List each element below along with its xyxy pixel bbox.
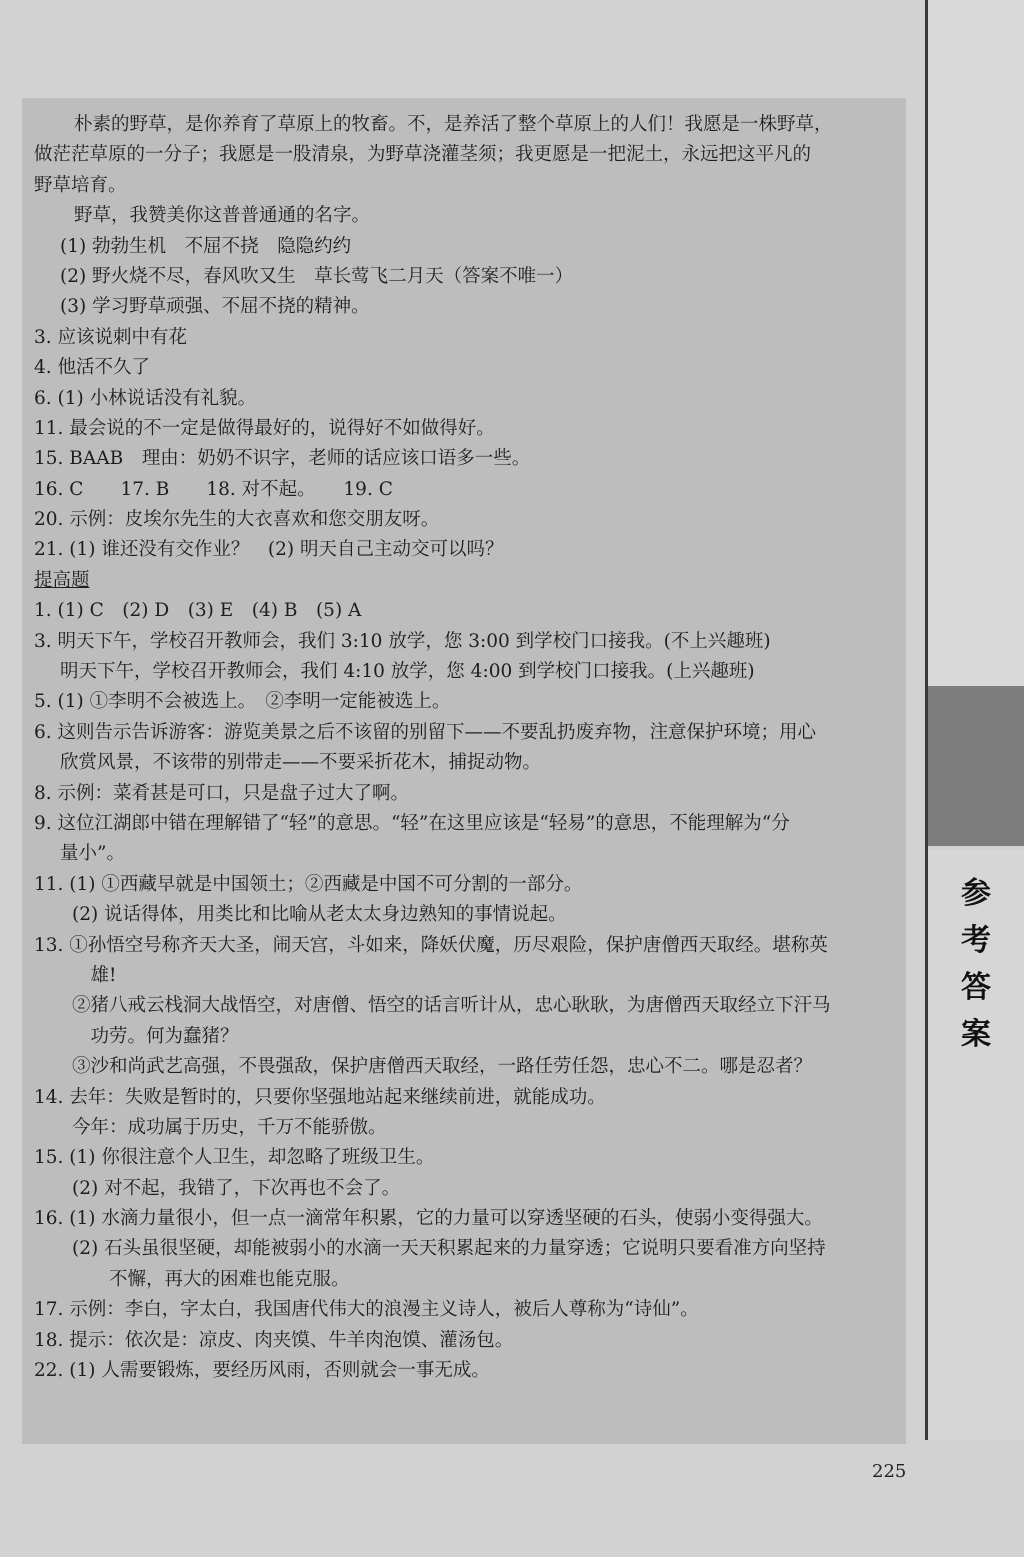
answer-line: 5. (1) ①李明不会被选上。 ②李明一定能被选上。 — [34, 691, 451, 713]
answer-line: 16. C 17. B 18. 对不起。 19. C — [34, 478, 393, 500]
answer-line: 今年：成功属于历史，千万不能骄傲。 — [72, 1116, 387, 1138]
answer-line: 朴素的野草，是你养育了草原上的牧畜。不，是养活了整个草原上的人们！我愿是一株野草， — [74, 114, 833, 135]
answer-text-body — [34, 110, 900, 1386]
answer-line: (2) 石头虽很坚硬，却能被弱小的水滴一天天积累起来的力量穿透；它说明只要看准方向坚持 — [72, 1238, 826, 1260]
side-tab-char: 答 — [961, 970, 991, 1005]
answer-line: (2) 说话得体，用类比和比喻从老太太身边熟知的事情说起。 — [72, 904, 567, 926]
answer-line: 3. 明天下午，学校召开教师会，我们 3:10 放学，您 3:00 到学校门口接我。(不上兴趣班) — [34, 630, 771, 652]
answer-line: (2) 对不起，我错了，下次再也不会了。 — [72, 1177, 401, 1199]
answer-line: 6. 这则告示告诉游客：游览美景之后不该留的别留下——不要乱扔废弃物，注意保护环境；用心 — [34, 721, 817, 743]
answer-line: 野草培育。 — [34, 174, 127, 196]
section-heading: 提高题 — [34, 569, 90, 591]
answer-line: 18. 提示：依次是：凉皮、肉夹馍、牛羊肉泡馍、灌汤包。 — [34, 1329, 514, 1351]
answer-line: 6. (1) 小林说话没有礼貌。 — [34, 387, 257, 409]
answer-line: 17. 示例：李白，字太白，我国唐代伟大的浪漫主义诗人，被后人尊称为“诗仙”。 — [34, 1299, 699, 1321]
page-number: 225 — [872, 1461, 907, 1482]
answer-line: 功劳。何为蠢猪？ — [72, 1025, 239, 1047]
answer-line: 15. BAAB 理由：奶奶不识字，老师的话应该口语多一些。 — [34, 448, 531, 470]
answer-line: 8. 示例：菜肴甚是可口，只是盘子过大了啊。 — [34, 782, 410, 804]
answer-line: ③沙和尚武艺高强，不畏强敌，保护唐僧西天取经，一路任劳任怨，忠心不二。哪是忍者？ — [72, 1056, 813, 1078]
side-tab-char: 案 — [961, 1017, 991, 1052]
side-tab-dark-block — [928, 686, 1024, 846]
answer-line: 11. 最会说的不一定是做得最好的，说得好不如做得好。 — [34, 417, 495, 439]
answer-line: 16. (1) 水滴力量很小，但一点一滴常年积累，它的力量可以穿透坚硬的石头，使弱小变得强大。 — [34, 1208, 823, 1230]
answer-line: 3. 应该说刺中有花 — [34, 326, 188, 348]
answer-line: (1) 勃勃生机 不屈不挠 隐隐约约 — [60, 235, 352, 257]
answer-line: 14. 去年：失败是暂时的，只要你坚强地站起来继续前进，就能成功。 — [34, 1086, 606, 1108]
side-tab-char: 考 — [961, 923, 991, 958]
answer-line: 13. ①孙悟空号称齐天大圣，闹天宫，斗如来，降妖伏魔，历尽艰险，保护唐僧西天取经。堪称英 — [34, 934, 828, 956]
answer-line: 明天下午，学校召开教师会，我们 4:10 放学，您 4:00 到学校门口接我。(上兴趣班) — [60, 661, 755, 683]
answer-line: 20. 示例：皮埃尔先生的大衣喜欢和您交朋友呀。 — [34, 509, 440, 531]
answer-line: ②猪八戒云栈洞大战悟空，对唐僧、悟空的话言听计从，忠心耿耿，为唐僧西天取经立下汗马 — [72, 995, 831, 1017]
answer-line: 做茫茫草原的一分子；我愿是一股清泉，为野草浇灌茎须；我更愿是一把泥土，永远把这平凡的 — [34, 144, 812, 166]
answer-line: (3) 学习野草顽强、不屈不挠的精神。 — [60, 296, 370, 318]
answer-line: 4. 他活不久了 — [34, 357, 151, 379]
answer-line: 15. (1) 你很注意个人卫生，却忽略了班级卫生。 — [34, 1147, 435, 1169]
answer-line: 不懈，再大的困难也能克服。 — [72, 1268, 350, 1290]
side-tab-label — [928, 850, 1024, 1440]
answer-line: 量小”。 — [60, 843, 125, 865]
side-tab-char: 参 — [961, 876, 991, 911]
side-tab-label-text — [928, 870, 1024, 1058]
answer-line: 9. 这位江湖郎中错在理解错了“轻”的意思。“轻”在这里应该是“轻易”的意思，不能理解为“分 — [34, 812, 790, 834]
answer-line: 雄! — [72, 964, 117, 986]
answer-line: 野草，我赞美你这普普通通的名字。 — [74, 205, 371, 227]
answer-line: 21. (1) 谁还没有交作业？ (2) 明天自己主动交可以吗？ — [34, 539, 504, 561]
answer-line: 22. (1) 人需要锻炼，要经历风雨，否则就会一事无成。 — [34, 1360, 490, 1382]
side-margin-top — [928, 0, 1024, 690]
answer-line: 1. (1) C (2) D (3) E (4) B (5) A — [34, 600, 362, 622]
answer-line: 欣赏风景，不该带的别带走——不要采折花木，捕捉动物。 — [60, 752, 542, 774]
answer-line: (2) 野火烧不尽，春风吹又生 草长莺飞二月天（答案不唯一） — [60, 265, 574, 287]
answer-line: 11. (1) ①西藏早就是中国领土；②西藏是中国不可分割的一部分。 — [34, 873, 583, 895]
